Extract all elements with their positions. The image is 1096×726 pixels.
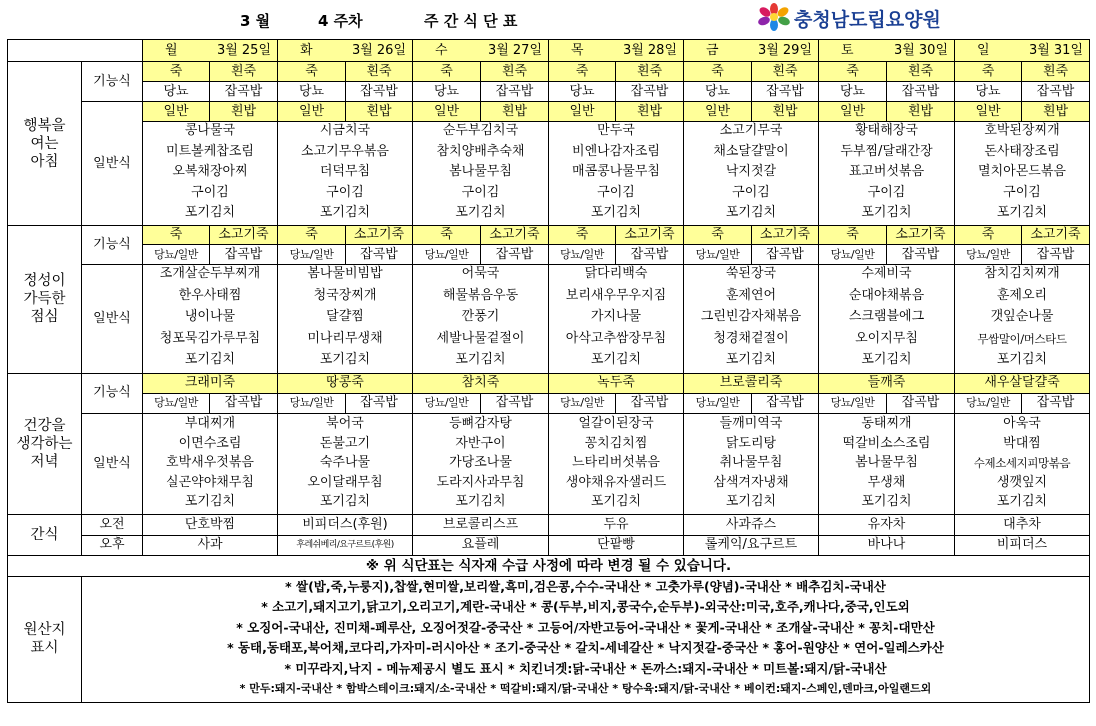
dinner-func-porridge-sun: 새우살달걀죽 <box>955 373 1090 393</box>
snack-am-label: 오전 <box>82 514 143 535</box>
snack-am-mon: 단호박찜 <box>143 514 278 535</box>
breakfast-func-porridge: 죽 <box>955 62 1022 82</box>
origin-row <box>8 576 1090 702</box>
origin-line: * 동태,동태포,북어채,코다리,가자미-러시아산 * 조기-중국산 * 갈치-세네갈산 * 낙지젓갈-중국산 * 홍어-원양산 * 연어-일레스카산 <box>227 640 944 656</box>
dinner-func-porridge-wed: 참치죽 <box>413 373 549 393</box>
snack-label: 간식 <box>8 514 82 555</box>
breakfast-gen-white-rice: 흰밥 <box>616 102 684 122</box>
dinner-func-porridge-sat: 들깨죽 <box>819 373 955 393</box>
lunch-func-diabetic-regular: 당뇨/일반 <box>413 245 481 265</box>
dinner-func-diabetic-regular: 당뇨/일반 <box>955 393 1022 413</box>
snack-pm-mon: 사과 <box>143 535 278 555</box>
dinner-func-row-2 <box>8 393 1090 413</box>
origin-line: * 쌀(밥,죽,누룽지),찹쌀,현미쌀,보리쌀,흑미,검은콩,수수-국내산 * 고춧가루(양념)-국내산 * 배추김치-국내산 <box>285 578 886 594</box>
dinner-menu-fri: 들깨미역국 닭도리탕 취나물무침 삼색겨자냉채 포기김치 <box>684 413 819 514</box>
breakfast-func-porridge: 죽 <box>413 62 481 82</box>
breakfast-func-rice-porridge: 흰죽 <box>616 62 684 82</box>
snack-am-row <box>8 514 1090 535</box>
breakfast-func-row-1 <box>8 62 1090 82</box>
lunch-func-porridge: 죽 <box>413 226 481 245</box>
dinner-menu-thu: 얼갈이된장국 꽁치김치찜 느타리버섯볶음 생야채유자샐러드 포기김치 <box>549 413 684 514</box>
day-header-sun: 일 3월 31일 <box>955 40 1090 62</box>
breakfast-func-diabetic: 당뇨 <box>955 82 1022 102</box>
lunch-func-multigrain: 잡곡밥 <box>210 245 278 265</box>
origin-line: * 소고기,돼지고기,닭고기,오리고기,계란-국내산 * 콩(두부,비지,콩국수,순두부)-외국산:미국,호주,캐나다,중국,인도외 <box>261 599 910 615</box>
snack-am-sat: 유자차 <box>819 514 955 535</box>
dinner-func-diabetic-regular: 당뇨/일반 <box>819 393 887 413</box>
lunch-func-beef-porridge: 소고기죽 <box>1022 226 1090 245</box>
breakfast-func-rice-porridge: 흰죽 <box>1022 62 1090 82</box>
snack-am-sun: 대추차 <box>955 514 1090 535</box>
dinner-gen-label: 일반식 <box>82 413 143 514</box>
header-month: 3 월 <box>240 12 271 30</box>
weekly-menu-table <box>7 39 1090 703</box>
dinner-label: 건강을 생각하는 저녁 <box>8 373 82 514</box>
breakfast-menu-thu: 만두국 비엔나감자조림 매콤콩나물무침 구이김 포기김치 <box>549 122 684 226</box>
breakfast-func-multigrain: 잡곡밥 <box>616 82 684 102</box>
lunch-menu-wed: 어묵국 해물볶음우동 깐풍기 세발나물겉절이 포기김치 <box>413 265 549 374</box>
breakfast-func-diabetic: 당뇨 <box>143 82 210 102</box>
breakfast-func-porridge: 죽 <box>684 62 752 82</box>
breakfast-label: 행복을 여는 아침 <box>8 62 82 226</box>
breakfast-gen-regular: 일반 <box>684 102 752 122</box>
lunch-func-beef-porridge: 소고기죽 <box>481 226 549 245</box>
breakfast-func-porridge: 죽 <box>819 62 887 82</box>
lunch-func-porridge: 죽 <box>684 226 752 245</box>
logo-name: 충청남도립요양원 <box>794 9 941 31</box>
breakfast-func-diabetic: 당뇨 <box>278 82 346 102</box>
lunch-func-diabetic-regular: 당뇨/일반 <box>278 245 346 265</box>
flower-logo-icon <box>756 3 792 31</box>
lunch-func-row-2 <box>8 245 1090 265</box>
lunch-func-porridge: 죽 <box>955 226 1022 245</box>
dinner-menu-tue: 북어국 돈불고기 숙주나물 오이달래무침 포기김치 <box>278 413 413 514</box>
breakfast-func-diabetic: 당뇨 <box>684 82 752 102</box>
breakfast-func-multigrain: 잡곡밥 <box>1022 82 1090 102</box>
dinner-func-diabetic-regular: 당뇨/일반 <box>549 393 616 413</box>
dinner-menu-wed: 등뼈감자탕 자반구이 가당조나물 도라지사과무침 포기김치 <box>413 413 549 514</box>
snack-pm-tue: 후레쉬베리/요구르트(후원) <box>278 535 413 555</box>
dinner-func-diabetic-regular: 당뇨/일반 <box>278 393 346 413</box>
origin-line: * 미꾸라지,낙지 - 메뉴제공시 별도 표시 * 치킨너겟:닭-국내산 * 돈까스:돼지-국내산 * 미트볼:돼지/닭-국내산 <box>284 660 887 676</box>
lunch-func-beef-porridge: 소고기죽 <box>616 226 684 245</box>
breakfast-gen-white-rice: 흰밥 <box>752 102 819 122</box>
breakfast-func-row-2 <box>8 82 1090 102</box>
dinner-func-row-1 <box>8 373 1090 393</box>
day-header-mon: 월 3월 25일 <box>143 40 278 62</box>
breakfast-menu-sat: 황태해장국 두부찜/달래간장 표고버섯볶음 구이김 포기김치 <box>819 122 955 226</box>
breakfast-menu-wed: 순두부김치국 참치양배추숙채 봄나물무침 구이김 포기김치 <box>413 122 549 226</box>
lunch-func-multigrain: 잡곡밥 <box>887 245 955 265</box>
breakfast-func-rice-porridge: 흰죽 <box>346 62 413 82</box>
lunch-func-multigrain: 잡곡밥 <box>346 245 413 265</box>
day-header-wed: 수 3월 27일 <box>413 40 549 62</box>
breakfast-gen-regular: 일반 <box>819 102 887 122</box>
lunch-func-diabetic-regular: 당뇨/일반 <box>549 245 616 265</box>
origin-label <box>8 576 82 702</box>
breakfast-gen-type-row <box>8 102 1090 122</box>
breakfast-gen-white-rice: 흰밥 <box>1022 102 1090 122</box>
dinner-func-multigrain: 잡곡밥 <box>752 393 819 413</box>
lunch-menu-fri: 쑥된장국 훈제연어 그린빈감자채볶음 청경채겉절이 포기김치 <box>684 265 819 374</box>
breakfast-gen-regular: 일반 <box>549 102 616 122</box>
day-header-tue: 화 3월 26일 <box>278 40 413 62</box>
snack-pm-wed: 요플레 <box>413 535 549 555</box>
lunch-func-porridge: 죽 <box>143 226 210 245</box>
lunch-func-multigrain: 잡곡밥 <box>1022 245 1090 265</box>
breakfast-func-multigrain: 잡곡밥 <box>481 82 549 102</box>
snack-am-tue: 비피더스(후원) <box>278 514 413 535</box>
day-header-fri: 금 3월 29일 <box>684 40 819 62</box>
lunch-func-diabetic-regular: 당뇨/일반 <box>955 245 1022 265</box>
logo <box>756 2 1086 32</box>
breakfast-func-rice-porridge: 흰죽 <box>210 62 278 82</box>
dinner-func-multigrain: 잡곡밥 <box>346 393 413 413</box>
breakfast-func-diabetic: 당뇨 <box>413 82 481 102</box>
lunch-func-beef-porridge: 소고기죽 <box>887 226 955 245</box>
notice-text: ※ 위 식단표는 식자재 수급 사정에 따라 변경 될 수 있습니다. <box>8 555 1090 576</box>
breakfast-func-multigrain: 잡곡밥 <box>210 82 278 102</box>
day-header-row <box>8 40 1090 62</box>
breakfast-gen-regular: 일반 <box>413 102 481 122</box>
day-header-sat: 토 3월 30일 <box>819 40 955 62</box>
lunch-func-multigrain: 잡곡밥 <box>752 245 819 265</box>
lunch-func-row-1 <box>8 226 1090 245</box>
breakfast-gen-white-rice: 흰밥 <box>210 102 278 122</box>
snack-pm-thu: 단팥빵 <box>549 535 684 555</box>
lunch-func-beef-porridge: 소고기죽 <box>752 226 819 245</box>
notice-row <box>8 555 1090 576</box>
breakfast-menu-sun: 호박된장찌개 돈사태장조림 멸치아몬드볶음 구이김 포기김치 <box>955 122 1090 226</box>
lunch-func-multigrain: 잡곡밥 <box>481 245 549 265</box>
dinner-func-porridge-thu: 녹두죽 <box>549 373 684 393</box>
breakfast-func-multigrain: 잡곡밥 <box>346 82 413 102</box>
day-header-thu: 목 3월 28일 <box>549 40 684 62</box>
lunch-func-porridge: 죽 <box>819 226 887 245</box>
dinner-func-multigrain: 잡곡밥 <box>1022 393 1090 413</box>
lunch-menu-tue: 봄나물비빔밥 청국장찌개 달걀찜 미나리무생채 포기김치 <box>278 265 413 374</box>
snack-am-fri: 사과쥬스 <box>684 514 819 535</box>
breakfast-func-diabetic: 당뇨 <box>819 82 887 102</box>
dinner-menu-row <box>8 413 1090 514</box>
dinner-func-multigrain: 잡곡밥 <box>210 393 278 413</box>
dinner-menu-sat: 동태찌개 떡갈비소스조림 봄나물무침 무생채 포기김치 <box>819 413 955 514</box>
lunch-menu-thu: 닭다리백숙 보리새우무우지짐 가지나물 아삭고추쌈장무침 포기김치 <box>549 265 684 374</box>
lunch-label: 정성이 가득한 점심 <box>8 226 82 374</box>
dinner-func-diabetic-regular: 당뇨/일반 <box>143 393 210 413</box>
breakfast-gen-white-rice: 흰밥 <box>346 102 413 122</box>
lunch-gen-label: 일반식 <box>82 265 143 374</box>
snack-am-thu: 두유 <box>549 514 684 535</box>
dinner-func-diabetic-regular: 당뇨/일반 <box>684 393 752 413</box>
lunch-func-porridge: 죽 <box>549 226 616 245</box>
snack-am-wed: 브로콜리스프 <box>413 514 549 535</box>
lunch-func-beef-porridge: 소고기죽 <box>210 226 278 245</box>
dinner-func-multigrain: 잡곡밥 <box>616 393 684 413</box>
lunch-menu-sat: 수제비국 순대야채볶음 스크램블에그 오이지무침 포기김치 <box>819 265 955 374</box>
dinner-func-porridge-mon: 크래미죽 <box>143 373 278 393</box>
snack-pm-fri: 롤케익/요구르트 <box>684 535 819 555</box>
breakfast-func-porridge: 죽 <box>143 62 210 82</box>
lunch-menu-row <box>8 265 1090 374</box>
dinner-func-label: 기능식 <box>82 373 143 413</box>
breakfast-gen-regular: 일반 <box>955 102 1022 122</box>
lunch-func-diabetic-regular: 당뇨/일반 <box>143 245 210 265</box>
breakfast-func-rice-porridge: 흰죽 <box>887 62 955 82</box>
breakfast-func-label: 기능식 <box>82 62 143 102</box>
origin-line: * 만두:돼지-국내산 * 함박스테이크:돼지/소-국내산 * 떡갈비:돼지/닭-국내산 * 탕수육:돼지/닭-국내산 * 베이컨:돼지-스페인,덴마크,아일랜드외 <box>239 682 932 696</box>
origin-label-line-1: 원산지 <box>23 622 66 639</box>
lunch-func-label: 기능식 <box>82 226 143 265</box>
breakfast-menu-mon: 콩나물국 미트볼케찹조림 오복채장아찌 구이김 포기김치 <box>143 122 278 226</box>
breakfast-menu-tue: 시금치국 소고기무우볶음 더덕무침 구이김 포기김치 <box>278 122 413 226</box>
snack-pm-row <box>8 535 1090 555</box>
breakfast-gen-white-rice: 흰밥 <box>481 102 549 122</box>
origin-text <box>82 576 1090 702</box>
corner-cell <box>8 40 143 62</box>
breakfast-gen-label: 일반식 <box>82 102 143 226</box>
origin-label-line-2: 표시 <box>30 640 59 657</box>
lunch-func-diabetic-regular: 당뇨/일반 <box>819 245 887 265</box>
breakfast-menu-fri: 소고기무국 채소달걀말이 낙지젓갈 구이김 포기김치 <box>684 122 819 226</box>
breakfast-gen-regular: 일반 <box>278 102 346 122</box>
origin-line: * 오징어-국내산, 진미채-페루산, 오징어젓갈-중국산 * 고등어/자반고등어-국내산 * 꽃게-국내산 * 조개살-국내산 * 꽁치-대만산 <box>236 619 935 635</box>
breakfast-func-rice-porridge: 흰죽 <box>752 62 819 82</box>
breakfast-func-porridge: 죽 <box>278 62 346 82</box>
lunch-func-multigrain: 잡곡밥 <box>616 245 684 265</box>
breakfast-func-rice-porridge: 흰죽 <box>481 62 549 82</box>
lunch-func-diabetic-regular: 당뇨/일반 <box>684 245 752 265</box>
dinner-func-porridge-fri: 브로콜리죽 <box>684 373 819 393</box>
breakfast-func-porridge: 죽 <box>549 62 616 82</box>
snack-pm-label: 오후 <box>82 535 143 555</box>
dinner-func-multigrain: 잡곡밥 <box>887 393 955 413</box>
snack-pm-sun: 비피더스 <box>955 535 1090 555</box>
header-week: 4 주차 <box>318 12 363 30</box>
dinner-func-multigrain: 잡곡밥 <box>481 393 549 413</box>
dinner-func-diabetic-regular: 당뇨/일반 <box>413 393 481 413</box>
lunch-func-beef-porridge: 소고기죽 <box>346 226 413 245</box>
dinner-menu-sun: 아욱국 박대찜 수제소세지피망볶음 생깻잎지 포기김치 <box>955 413 1090 514</box>
breakfast-menu-row <box>8 122 1090 226</box>
header-title: 주 간 식 단 표 <box>424 12 518 30</box>
lunch-menu-sun: 참치김치찌개 훈제오리 갯잎순나물 무쌈말이/머스타드 포기김치 <box>955 265 1090 374</box>
breakfast-func-multigrain: 잡곡밥 <box>887 82 955 102</box>
breakfast-func-multigrain: 잡곡밥 <box>752 82 819 102</box>
dinner-func-porridge-tue: 땅콩죽 <box>278 373 413 393</box>
breakfast-func-diabetic: 당뇨 <box>549 82 616 102</box>
dinner-menu-mon: 부대찌개 이면수조림 호박새우젓볶음 실곤약야채무침 포기김치 <box>143 413 278 514</box>
breakfast-gen-white-rice: 흰밥 <box>887 102 955 122</box>
breakfast-gen-regular: 일반 <box>143 102 210 122</box>
snack-pm-sat: 바나나 <box>819 535 955 555</box>
lunch-func-porridge: 죽 <box>278 226 346 245</box>
lunch-menu-mon: 조개살순두부찌개 한우사태찜 냉이나물 청포묵김가루무침 포기김치 <box>143 265 278 374</box>
